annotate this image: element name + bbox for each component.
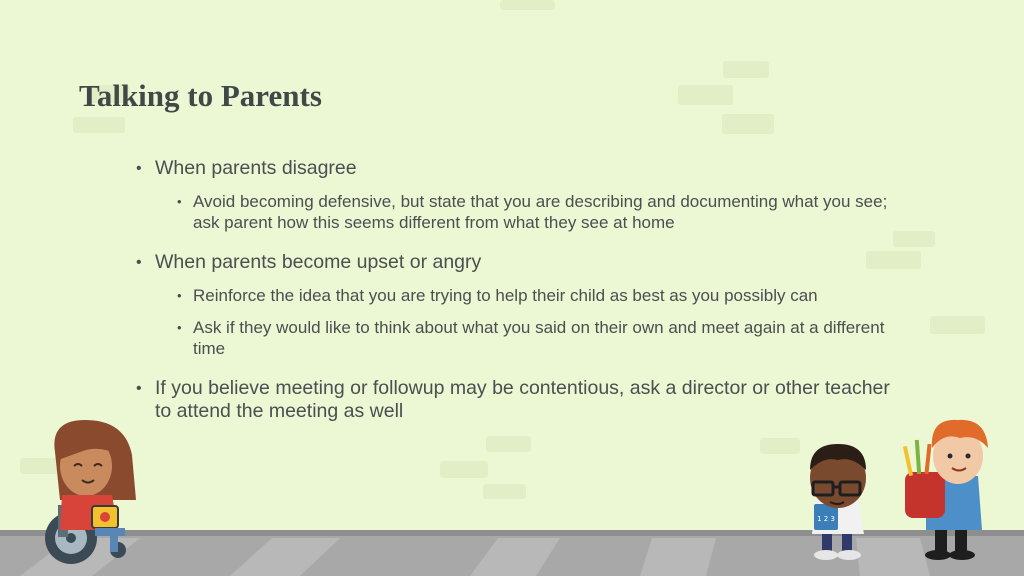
sub-bullet-item: • Avoid becoming defensive, but state that you are describing and documenting what you see; ask parent how this seems different from what they see at home [174,191,896,233]
book-label: 1 2 3 [817,515,835,523]
bullet-text: • If you believe meeting or followup may be contentious, ask a director or other teacher to attend the meeting as well [155,377,890,422]
sidewalk [0,530,1024,576]
sub-bullet-item: • Ask if they would like to think about what you said on their own and meet again at a different time [174,317,896,359]
sub-bullet-item: • Reinforce the idea that you are trying to help their child as best as you possibly can [174,285,896,306]
slide-title: Talking to Parents [79,78,322,113]
bullet-text: • When parents disagree [155,157,357,179]
bullet-text: • When parents become upset or angry [155,251,482,273]
